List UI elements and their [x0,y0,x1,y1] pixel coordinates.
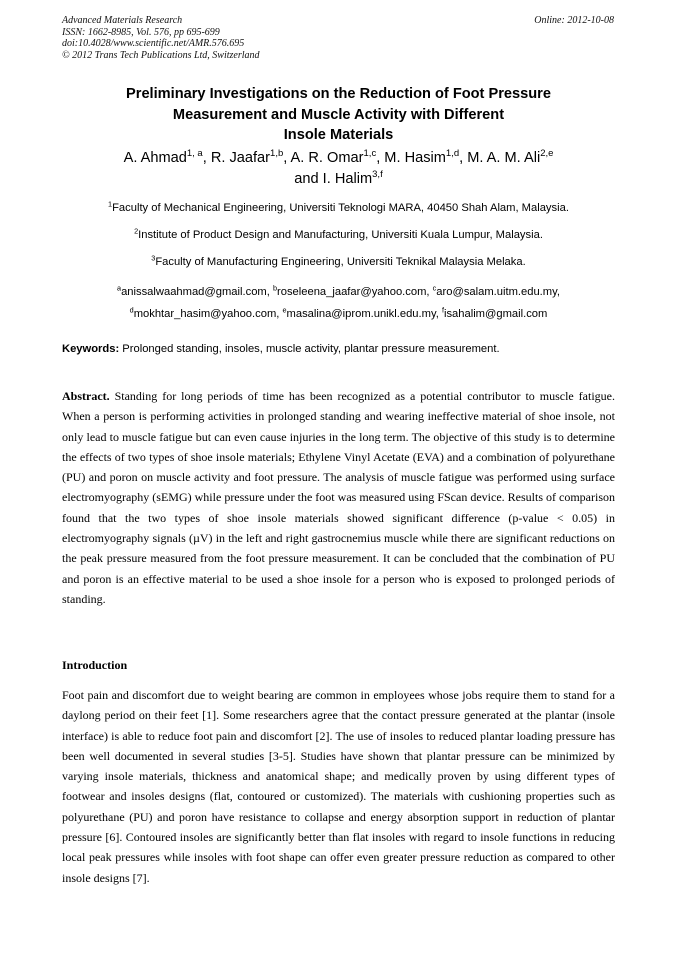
author-line [62,169,615,190]
email-sup: d [129,305,134,315]
author-name: A. Ahmad [123,150,187,166]
author-sup: 1, a [186,148,203,160]
email-sup: f [441,305,444,315]
introduction-paragraph: Foot pain and discomfort due to weight bearing are common in employees whose jobs require them to stand for a daylong period on their feet [1]. Some researchers agree that the contact pressure generated at the plantar (insole interface) is able to reduce foot pain and discomfort [2]. The use of insoles to reduced plantar loading pressure has been well documented in several studies [3-5]. Studies have shown that plantar pressure can be minimized by varying insole materials, thickness and anatomical shape; and medically proven by using different types of footwear and insoles designs (flat, contoured or customized). The materials with cushioning properties such as polyurethane (PU) and poron have resistance to collapse and energy absorption support in reduction of plantar pressure [6]. Contoured insoles are significantly better than flat insoles with regard to insole functions in reducing local peak pressures while insoles with foot shape can offer even greater pressure reduction as compared to other insole designs [7]. [62,688,615,885]
author-separator: , [202,150,211,166]
affiliation-1 [62,201,615,215]
author-sup: 1,c [363,148,377,160]
affiliation-text: Faculty of Manufacturing Engineering, Universiti Teknikal Malaysia Melaka. [155,256,526,268]
affiliation-sup: 2 [134,226,139,236]
keywords [62,342,615,356]
author-name: M. A. M. Ali [467,150,541,166]
email-sup: a [117,283,122,293]
email-line [62,281,615,303]
introduction-heading: Introduction [62,658,128,672]
affiliation-text: Institute of Product Design and Manufacturing, Universiti Kuala Lumpur, Malaysia. [138,229,543,241]
affiliation-3 [62,255,615,269]
email-address[interactable]: aro@salam.uitm.edu.my, [436,286,560,298]
author-list [62,148,615,190]
title-line: Measurement and Muscle Activity with Different [172,106,505,123]
author-sup: 1,b [270,148,284,160]
affiliation-text: Faculty of Mechanical Engineering, Universiti Teknologi MARA, 40450 Shah Alam, Malaysia. [112,202,569,214]
affiliation-2 [62,228,615,242]
author-separator: , [459,150,468,166]
email-sup: e [282,305,287,315]
affiliation-sup: 3 [151,253,156,263]
email-sup: b [272,283,277,293]
author-separator: , [283,150,291,166]
author-name: M. Hasim [384,150,446,166]
author-sup: 2,e [540,148,554,160]
email-address[interactable]: isahalim@gmail.com [443,308,548,320]
email-address[interactable]: mokhtar_hasim@yahoo.com, [133,308,283,320]
author-name: and I. Halim [294,171,373,187]
author-name: A. R. Omar [290,150,364,166]
keywords-text: Prolonged standing, insoles, muscle activity, plantar pressure measurement. [119,343,500,355]
journal-header [62,15,260,61]
abstract-text: Standing for long periods of time has been recognized as a potential contributor to muscle fatigue. When a person is performing activities in prolonged standing and wearing ineffective material of shoe insole, not only lead to muscle fatigue but can even cause injuries in the long term. The objective of this study is to determine the effects of two types of shoe insole materials; Ethylene Vinyl Acetate (EVA) and a combination of polyurethane (PU) and poron on muscle activity and foot pressure. The analysis of muscle fatigue was performed using surface electromyography (sEMG) while pressure under the foot was measured using FScan device. Results of comparison found that the two types of shoe insole materials showed significant difference (p-value < 0.05) in electromyography signals (µV) in the left and right gastrocnemius muscle while there are significant reductions on the peak pressure measured from the foot pressure measurement. It can be concluded that the combination of PU and poron is an effective material to be used a shoe insole for a person who is exposed to prolonged periods of standing. [62,389,615,606]
author-sup: 1,d [445,148,460,160]
email-address[interactable]: roseleena_jaafar@yahoo.com, [277,286,433,298]
keywords-label: Keywords: [62,343,120,355]
email-sup: c [432,283,437,293]
email-address[interactable]: masalina@iprom.unikl.edu.my, [286,308,442,320]
affiliation-sup: 1 [108,199,113,209]
abstract-label: Abstract. [62,389,110,403]
author-separator: , [376,150,385,166]
title-line: Insole Materials [283,127,394,143]
author-line [62,148,615,169]
email-line [62,303,615,325]
email-list [62,281,615,325]
title-line: Preliminary Investigations on the Reduction of Foot Pressure [126,86,551,102]
paper-title [62,84,615,146]
abstract-paragraph [62,386,615,609]
journal-name: Advanced Materials Research [62,15,183,26]
email-address[interactable]: anissalwaahmad@gmail.com, [121,286,273,298]
issn-line: ISSN: 1662-8985, Vol. 576, pp 695-699 [62,26,220,38]
online-date: Online: 2012-10-08 [534,15,614,26]
author-sup: 3,f [372,169,383,181]
doi-line: doi:10.4028/www.scientific.net/AMR.576.695 [62,38,245,49]
copyright-line: © 2012 Trans Tech Publications Ltd, Switzerland [62,49,260,61]
author-name: R. Jaafar [210,150,271,166]
